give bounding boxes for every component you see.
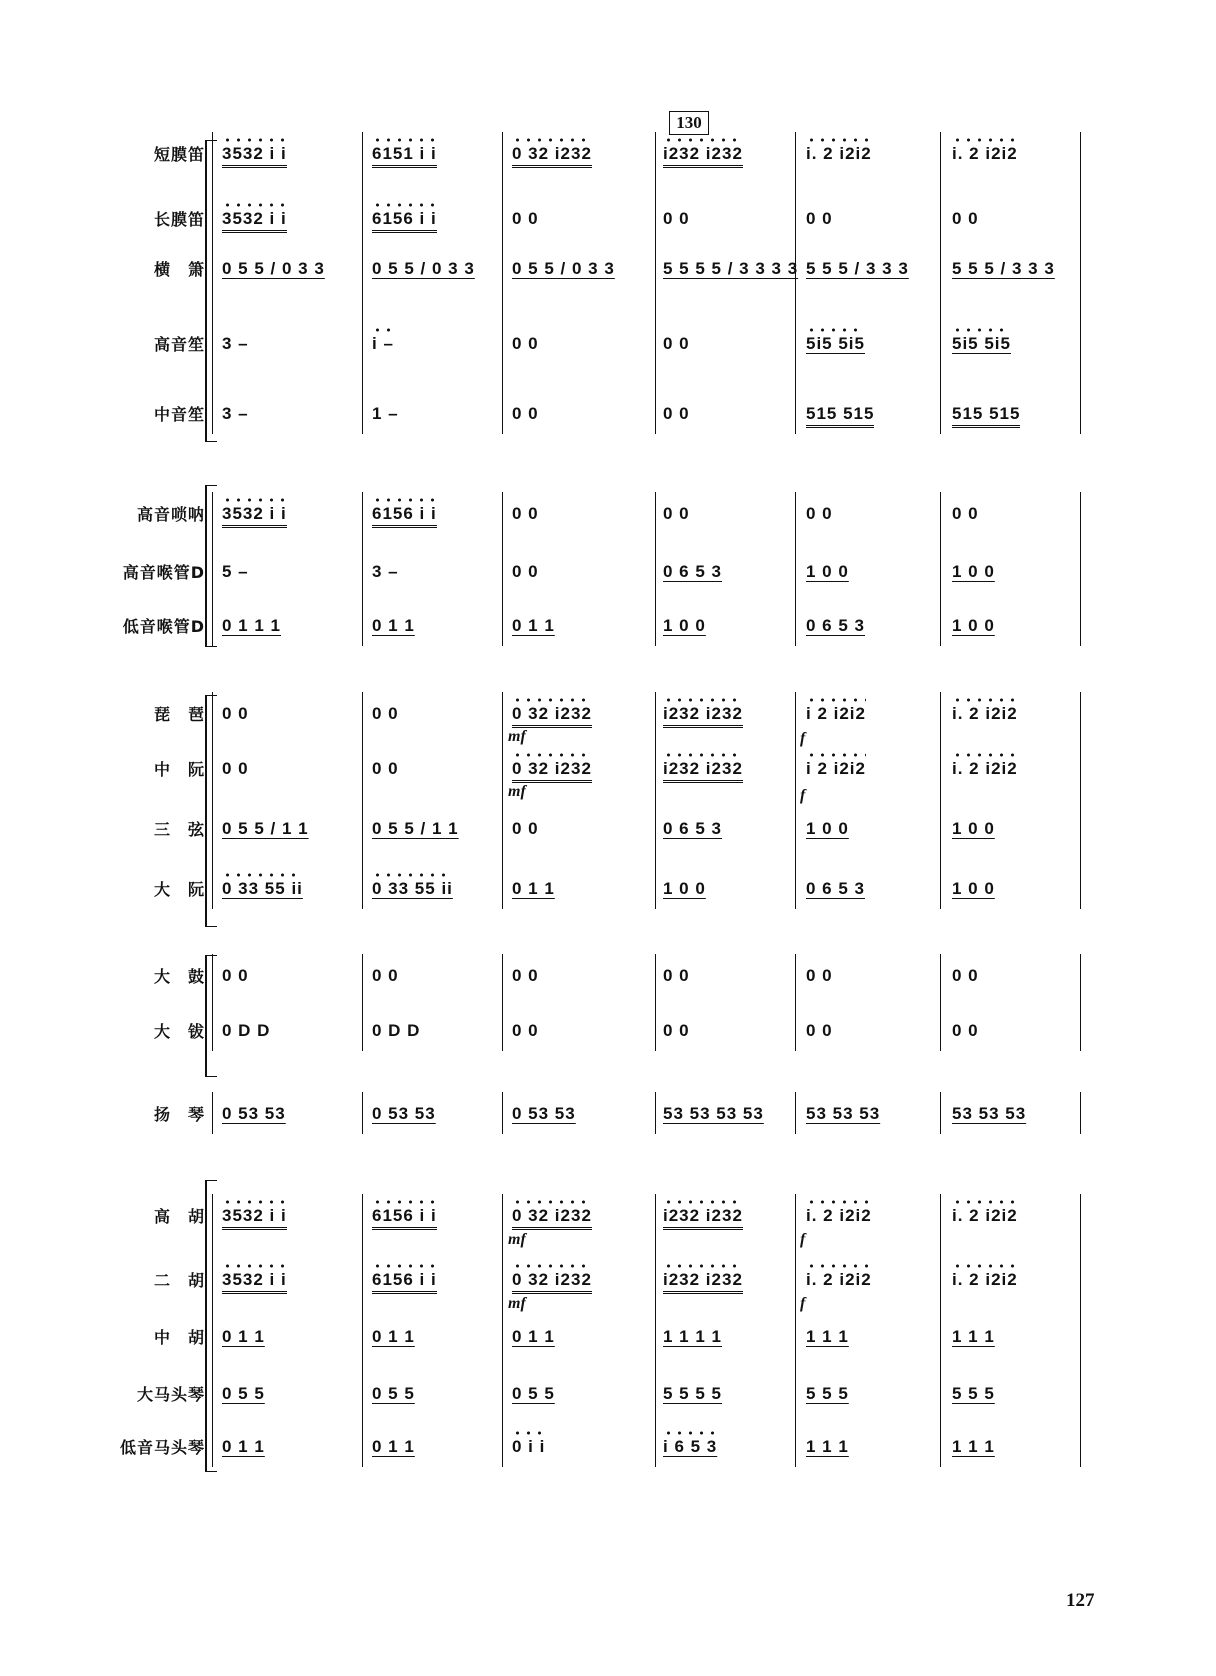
measure-notes: i. 2 i2i2: [952, 144, 1018, 163]
measure-notes: 0 0: [222, 966, 249, 985]
measure-notes: 3532 i i: [222, 1270, 287, 1294]
measure-notes: 3532 i i: [222, 144, 287, 168]
measure-notes: 0 i i: [512, 1437, 546, 1456]
measure-notes: 0 0: [952, 504, 979, 523]
dynamic-marking: mf: [508, 783, 526, 800]
measure-notes: 1 1 1 1: [663, 1327, 722, 1346]
instrument-row: [0, 875, 1216, 905]
instrument-row: [0, 1202, 1216, 1232]
dynamic-marking: f: [800, 787, 806, 804]
barline: [212, 1194, 213, 1467]
instrument-name: 二 胡: [153, 1271, 205, 1290]
instrument-name: 大 鼓: [153, 967, 205, 986]
measure-notes: i 2 i2i2: [806, 704, 866, 723]
dynamic-marking: mf: [508, 728, 526, 745]
measure-notes: i 2 i2i2: [806, 759, 866, 778]
barline: [502, 1194, 503, 1467]
measure-notes: 0 6 5 3: [663, 562, 722, 581]
measure-notes: 5 5 5 5 / 3 3 3 3: [663, 259, 799, 278]
measure-notes: 0 32 i232: [512, 704, 592, 728]
instrument-row: [0, 1266, 1216, 1296]
page-number: 127: [1066, 1590, 1095, 1611]
measure-notes: 515 515: [952, 404, 1020, 428]
barline: [1080, 1194, 1081, 1467]
measure-notes: 0 32 i232: [512, 759, 592, 783]
measure-notes: 1 1 1: [952, 1327, 995, 1346]
measure-notes: 53 53 53: [806, 1104, 881, 1123]
measure-notes: 0 5 5: [222, 1384, 265, 1403]
measure-notes: 5 –: [222, 562, 249, 581]
measure-notes: 0 D D: [222, 1021, 271, 1040]
barline: [940, 1194, 941, 1467]
measure-notes: i232 i232: [663, 1270, 743, 1294]
measure-notes: 0 32 i232: [512, 1206, 592, 1230]
barline: [655, 492, 656, 646]
measure-notes: 0 1 1: [512, 1327, 555, 1346]
measure-notes: 5 5 5: [952, 1384, 995, 1403]
measure-notes: i. 2 i2i2: [806, 1270, 872, 1289]
measure-notes: 0 0: [372, 759, 399, 778]
measure-notes: 0 1 1: [372, 1327, 415, 1346]
instrument-row: [0, 962, 1216, 992]
measure-notes: 0 0: [372, 704, 399, 723]
instrument-name: 琵 琶: [153, 705, 205, 724]
barline: [940, 954, 941, 1051]
measure-notes: 1 0 0: [952, 819, 995, 838]
instrument-name: 高音唢呐: [136, 505, 205, 524]
measure-notes: 0 0: [512, 966, 539, 985]
measure-notes: 1 0 0: [663, 879, 706, 898]
measure-notes: 0 5 5 / 0 3 3: [222, 259, 325, 278]
barline: [655, 132, 656, 434]
measure-notes: 0 0: [512, 504, 539, 523]
barline: [940, 1092, 941, 1134]
measure-notes: 0 0: [512, 562, 539, 581]
instrument-row: [0, 1433, 1216, 1463]
barline: [1080, 692, 1081, 909]
measure-notes: 0 33 55 ii: [222, 879, 303, 898]
measure-notes: 0 32 i232: [512, 1270, 592, 1294]
barline: [1080, 132, 1081, 434]
measure-notes: 0 5 5 / 0 3 3: [372, 259, 475, 278]
measure-notes: i. 2 i2i2: [806, 144, 872, 163]
measure-notes: 1 0 0: [806, 819, 849, 838]
measure-notes: 0 0: [806, 209, 833, 228]
measure-notes: 0 0: [372, 966, 399, 985]
measure-notes: 0 0: [222, 759, 249, 778]
instrument-row: [0, 1017, 1216, 1047]
barline: [940, 692, 941, 909]
instrument-row: [0, 400, 1216, 430]
instrument-name: 高音喉管D: [122, 563, 205, 582]
measure-notes: 0 0: [512, 1021, 539, 1040]
measure-notes: 3532 i i: [222, 209, 287, 233]
measure-notes: 6156 i i: [372, 1270, 437, 1294]
instrument-name: 中 胡: [153, 1328, 205, 1347]
instrument-row: [0, 1380, 1216, 1410]
measure-notes: 5 5 5 5: [663, 1384, 722, 1403]
measure-notes: 0 32 i232: [512, 144, 592, 168]
barline: [940, 132, 941, 434]
measure-notes: 0 1 1: [372, 616, 415, 635]
measure-notes: i. 2 i2i2: [952, 704, 1018, 723]
dynamic-marking: mf: [508, 1231, 526, 1248]
instrument-name: 中音笙: [153, 405, 205, 424]
measure-notes: 0 0: [512, 334, 539, 353]
dynamic-marking: f: [800, 1231, 806, 1248]
barline: [362, 132, 363, 434]
barline: [212, 954, 213, 1051]
measure-notes: 0 0: [663, 1021, 690, 1040]
measure-notes: 0 6 5 3: [663, 819, 722, 838]
barline: [940, 492, 941, 646]
measure-notes: 3 –: [222, 404, 249, 423]
measure-notes: 1 0 0: [952, 879, 995, 898]
barline: [795, 1092, 796, 1134]
barline: [1080, 954, 1081, 1051]
instrument-name: 扬 琴: [153, 1105, 205, 1124]
measure-notes: 0 0: [952, 209, 979, 228]
instrument-name: 高音笙: [153, 335, 205, 354]
instrument-row: [0, 1323, 1216, 1353]
instrument-row: [0, 330, 1216, 360]
dynamic-marking: mf: [508, 1295, 526, 1312]
measure-notes: 3532 i i: [222, 504, 287, 528]
barline: [212, 1092, 213, 1134]
measure-notes: 0 0: [663, 209, 690, 228]
measure-notes: 6156 i i: [372, 209, 437, 233]
measure-notes: 1 0 0: [952, 616, 995, 635]
barline: [655, 1194, 656, 1467]
barline: [502, 954, 503, 1051]
measure-notes: 0 1 1: [372, 1437, 415, 1456]
measure-notes: 0 1 1: [222, 1437, 265, 1456]
measure-notes: i –: [372, 334, 394, 353]
measure-notes: 515 515: [806, 404, 874, 428]
measure-notes: i. 2 i2i2: [952, 1206, 1018, 1225]
system-brace-winds: [205, 140, 217, 442]
measure-notes: 0 0: [663, 404, 690, 423]
measure-notes: 0 5 5: [512, 1384, 555, 1403]
measure-notes: 0 1 1: [512, 616, 555, 635]
barline: [795, 954, 796, 1051]
measure-notes: 1 –: [372, 404, 399, 423]
barline: [212, 492, 213, 646]
measure-notes: 5i5 5i5: [952, 334, 1011, 353]
measure-notes: 0 0: [806, 1021, 833, 1040]
measure-notes: 5 5 5 / 3 3 3: [952, 259, 1055, 278]
instrument-name: 大 钹: [153, 1022, 205, 1041]
measure-notes: 0 0: [512, 209, 539, 228]
barline: [502, 1092, 503, 1134]
measure-notes: 0 5 5 / 1 1: [372, 819, 459, 838]
instrument-name: 大马头琴: [136, 1385, 205, 1404]
instrument-name: 三 弦: [153, 820, 205, 839]
measure-notes: i 6 5 3: [663, 1437, 718, 1456]
measure-notes: 0 6 5 3: [806, 616, 865, 635]
instrument-name: 长膜笛: [153, 210, 205, 229]
measure-notes: i. 2 i2i2: [806, 1206, 872, 1225]
measure-notes: i232 i232: [663, 1206, 743, 1230]
barline: [655, 1092, 656, 1134]
measure-notes: 0 53 53: [512, 1104, 576, 1123]
measure-notes: i. 2 i2i2: [952, 759, 1018, 778]
measure-notes: 0 1 1 1: [222, 616, 281, 635]
measure-notes: 0 0: [663, 966, 690, 985]
instrument-row: [0, 500, 1216, 530]
barline: [212, 692, 213, 909]
barline: [795, 1194, 796, 1467]
instrument-name: 低音喉管D: [122, 617, 205, 636]
barline: [502, 692, 503, 909]
barline: [362, 1194, 363, 1467]
instrument-row: [0, 140, 1216, 170]
instrument-row: [0, 755, 1216, 785]
measure-notes: 0 53 53: [222, 1104, 286, 1123]
instrument-row: [0, 558, 1216, 588]
measure-notes: 0 0: [663, 504, 690, 523]
measure-notes: 0 1 1: [222, 1327, 265, 1346]
measure-notes: 3 –: [372, 562, 399, 581]
measure-notes: 1 1 1: [952, 1437, 995, 1456]
measure-notes: 5i5 5i5: [806, 334, 865, 353]
measure-notes: i232 i232: [663, 144, 743, 168]
measure-notes: 0 D D: [372, 1021, 421, 1040]
measure-notes: 6151 i i: [372, 144, 437, 168]
measure-notes: 0 5 5 / 0 3 3: [512, 259, 615, 278]
barline: [655, 954, 656, 1051]
instrument-name: 大 阮: [153, 880, 205, 899]
measure-notes: 3532 i i: [222, 1206, 287, 1230]
measure-notes: 0 0: [806, 966, 833, 985]
measure-notes: i232 i232: [663, 704, 743, 728]
measure-notes: 1 0 0: [663, 616, 706, 635]
instrument-row: [0, 700, 1216, 730]
instrument-row: [0, 255, 1216, 285]
measure-notes: 0 33 55 ii: [372, 879, 453, 898]
measure-notes: 0 0: [952, 1021, 979, 1040]
barline: [502, 492, 503, 646]
measure-notes: 1 1 1: [806, 1437, 849, 1456]
measure-notes: 0 1 1: [512, 879, 555, 898]
measure-notes: 53 53 53 53: [663, 1104, 764, 1123]
barline: [362, 692, 363, 909]
measure-notes: 0 5 5 / 1 1: [222, 819, 309, 838]
dynamic-marking: f: [800, 730, 806, 747]
rehearsal-mark: 130: [669, 111, 709, 135]
measure-notes: 1 0 0: [806, 562, 849, 581]
barline: [502, 132, 503, 434]
measure-notes: 0 0: [512, 404, 539, 423]
barline: [795, 692, 796, 909]
measure-notes: 0 0: [222, 704, 249, 723]
barline: [655, 692, 656, 909]
dynamic-marking: f: [800, 1295, 806, 1312]
instrument-name: 中 阮: [153, 760, 205, 779]
measure-notes: 1 0 0: [952, 562, 995, 581]
instrument-name: 横 箫: [153, 260, 205, 279]
instrument-name: 高 胡: [153, 1207, 205, 1226]
measure-notes: 6156 i i: [372, 1206, 437, 1230]
measure-notes: 53 53 53: [952, 1104, 1027, 1123]
measure-notes: 5 5 5 / 3 3 3: [806, 259, 909, 278]
measure-notes: 0 0: [952, 966, 979, 985]
instrument-name: 短膜笛: [153, 145, 205, 164]
measure-notes: 5 5 5: [806, 1384, 849, 1403]
barline: [212, 132, 213, 434]
instrument-row: [0, 1100, 1216, 1130]
measure-notes: 0 0: [512, 819, 539, 838]
measure-notes: 3 –: [222, 334, 249, 353]
barline: [362, 954, 363, 1051]
barline: [795, 132, 796, 434]
instrument-row: [0, 205, 1216, 235]
measure-notes: 1 1 1: [806, 1327, 849, 1346]
barline: [795, 492, 796, 646]
measure-notes: 0 6 5 3: [806, 879, 865, 898]
measure-notes: i232 i232: [663, 759, 743, 783]
measure-notes: 0 53 53: [372, 1104, 436, 1123]
barline: [1080, 1092, 1081, 1134]
measure-notes: 0 0: [806, 504, 833, 523]
barline: [1080, 492, 1081, 646]
barline: [362, 492, 363, 646]
measure-notes: i. 2 i2i2: [952, 1270, 1018, 1289]
measure-notes: 0 5 5: [372, 1384, 415, 1403]
barline: [362, 1092, 363, 1134]
instrument-name: 低音马头琴: [119, 1438, 205, 1457]
measure-notes: 6156 i i: [372, 504, 437, 528]
measure-notes: 0 0: [663, 334, 690, 353]
instrument-row: [0, 815, 1216, 845]
instrument-row: [0, 612, 1216, 642]
